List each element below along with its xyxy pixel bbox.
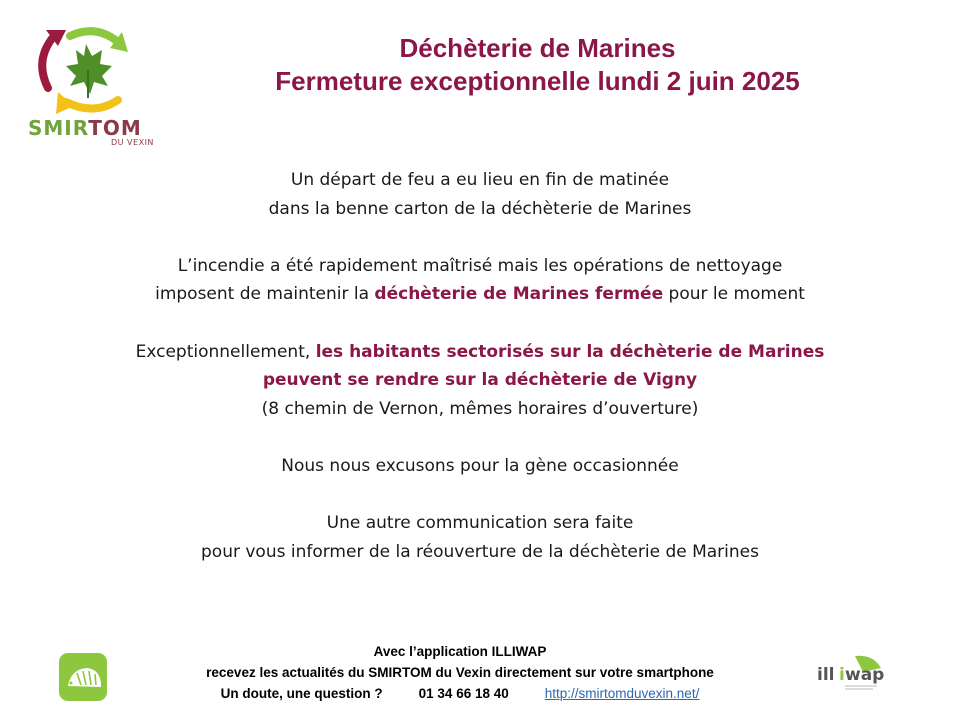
svg-text:wap: wap (845, 665, 885, 685)
question-text: Un doute, une question ? (220, 686, 383, 701)
phone-number: 01 34 66 18 40 (418, 686, 509, 701)
recycle-leaf-icon (18, 22, 172, 118)
highlight-closed: déchèterie de Marines fermée (374, 284, 664, 305)
hedgehog-icon (59, 653, 107, 701)
website-link[interactable]: http://smirtomduvexin.net/ (544, 686, 700, 701)
footer-contact-line (140, 683, 780, 704)
title-line-2: Fermeture exceptionnelle lundi 2 juin 2025 (275, 66, 800, 96)
title-line-1: Déchèterie de Marines (399, 33, 676, 63)
footer-app-line: Avec l’application ILLIWAP (373, 644, 547, 659)
announcement-body (80, 166, 880, 595)
paragraph-followup (80, 509, 880, 566)
text-line: Une autre communication sera faite (326, 513, 634, 534)
text-segment: Exceptionnellement, (135, 341, 316, 362)
text-line (80, 338, 880, 367)
text-line: pour vous informer de la réouverture de la déchèterie de Marines (201, 541, 759, 562)
page-title (210, 32, 865, 98)
paragraph-apology (80, 452, 880, 481)
highlight-vigny: peuvent se rendre sur la déchèterie de Vigny (262, 370, 698, 391)
logo-wordmark: SMIRTOM (28, 116, 142, 140)
text-line: Un départ de feu a eu lieu en fin de matinée (290, 170, 670, 190)
footer-info-line: recevez les actualités du SMIRTOM du Vexin directement sur votre smartphone (206, 665, 714, 680)
paragraph-fire (80, 166, 880, 223)
illiwap-logo (815, 652, 887, 696)
paragraph-closure (80, 252, 880, 309)
footer (140, 641, 780, 704)
text-line (80, 280, 880, 309)
svg-text:i: i (839, 665, 845, 685)
text-line: dans la benne carton de la déchèterie de Marines (268, 198, 692, 219)
logo-subtitle: DU VEXIN (111, 138, 154, 147)
text-line: L’incendie a été rapidement maîtrisé mais les opérations de nettoyage (177, 255, 783, 276)
highlight-residents: les habitants sectorisés sur la déchèterie de Marines (315, 341, 825, 362)
paragraph-alternative (80, 338, 880, 424)
text-line: Nous nous excusons pour la gène occasionnée (281, 455, 679, 476)
text-segment: imposent de maintenir la (155, 284, 375, 305)
text-segment: pour le moment (663, 284, 805, 305)
vigny-address: (8 chemin de Vernon, mêmes horaires d’ouverture) (261, 398, 699, 419)
svg-text:ill: ill (817, 665, 835, 685)
smirtom-logo (18, 22, 172, 150)
